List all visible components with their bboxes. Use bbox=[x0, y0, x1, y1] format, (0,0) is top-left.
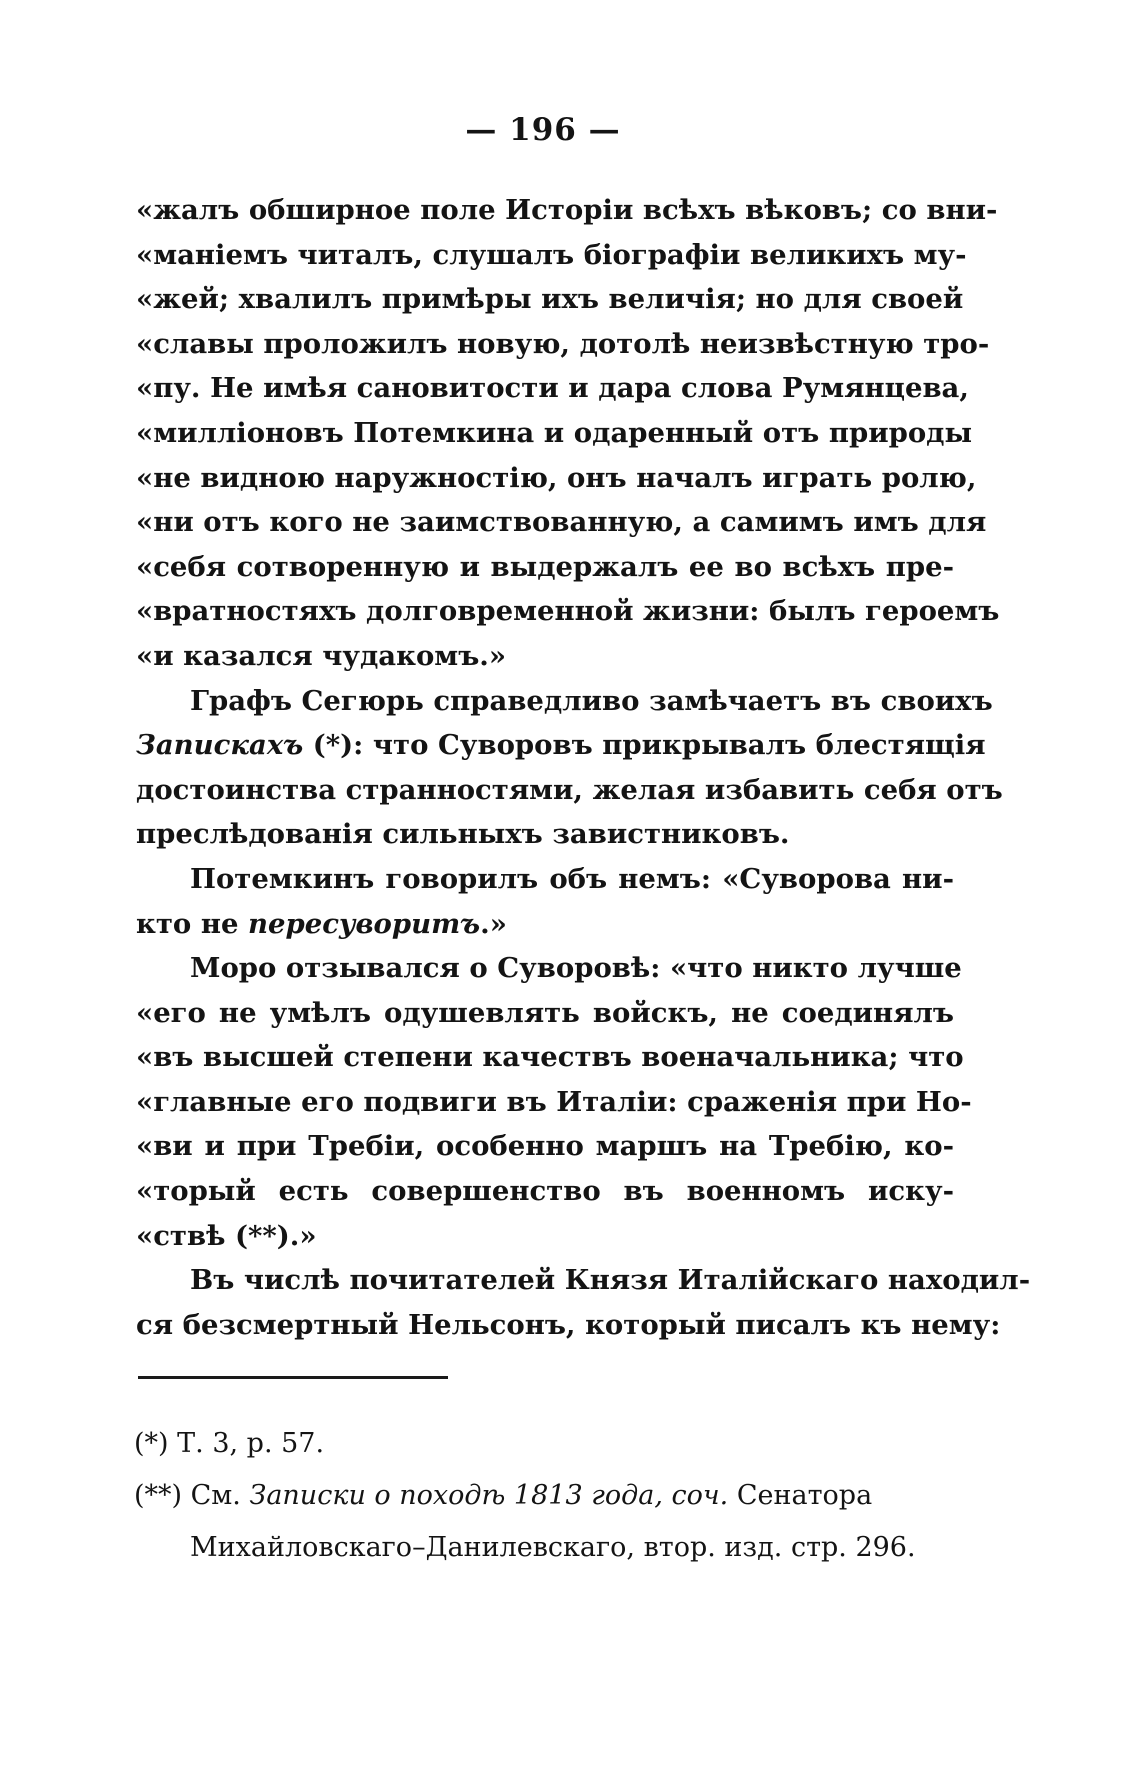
text-line: Моро отзывался о Суворовѣ: «что никто лучше bbox=[190, 952, 962, 985]
text-line: «и казался чудакомъ.» bbox=[136, 639, 507, 672]
text-fragment: кто не bbox=[136, 907, 239, 940]
italic-word: Запискахъ bbox=[136, 729, 304, 762]
text-line: ся безсмертный Нельсонъ, который писалъ къ нему: bbox=[136, 1308, 1001, 1341]
page-number: — 196 — bbox=[465, 112, 621, 148]
italic-word: пересуворитъ bbox=[248, 907, 481, 940]
text-line: Графъ Сегюрь справедливо замѣчаетъ въ своихъ bbox=[190, 684, 993, 717]
footnote-italic: года, соч. bbox=[591, 1480, 729, 1511]
text-line: Въ числѣ почитателей Князя Италiйскаго находил- bbox=[190, 1264, 1031, 1297]
footnote-fragment: Сенатора bbox=[736, 1480, 873, 1511]
footnote-divider bbox=[138, 1376, 448, 1379]
footnote-1: (*) Т. 3, р. 57. bbox=[134, 1428, 325, 1459]
text-line: «главные его подвиги въ Италiи: сраженiя при Но- bbox=[136, 1085, 972, 1118]
text-fragment: (*): что Суворовъ прикрывалъ блестящiя bbox=[312, 729, 986, 762]
footnote-year: 1813 bbox=[513, 1480, 583, 1511]
footnote-italic: Записки о походѣ bbox=[249, 1480, 506, 1511]
footnote-2 bbox=[134, 1470, 960, 1522]
text-line: преслѣдованiя сильныхъ завистниковъ. bbox=[136, 818, 790, 851]
text-line: «ни отъ кого не заимствованную, а самимъ имъ для bbox=[136, 506, 987, 539]
text-line: «вратностяхъ долговременной жизни: былъ героемъ bbox=[136, 595, 1000, 628]
text-line: «жей; хвалилъ примѣры ихъ величiя; но для своей bbox=[136, 283, 964, 316]
text-line: «пу. Не имѣя сановитости и дара слова Румянцева, bbox=[136, 372, 969, 405]
footnotes bbox=[134, 1418, 960, 1574]
text-line-mixed bbox=[136, 902, 954, 947]
footnote-fragment: (**) См. bbox=[134, 1480, 241, 1511]
text-line: «въ высшей степени качествъ военачальника; что bbox=[136, 1041, 964, 1074]
text-line: «себя сотворенную и выдержалъ ее во всѣхъ пре- bbox=[136, 550, 954, 583]
text-line: «ствѣ (**).» bbox=[136, 1219, 317, 1252]
text-line: Потемкинъ говорилъ объ немъ: «Суворова ни- bbox=[190, 862, 954, 895]
text-fragment: .» bbox=[480, 907, 507, 940]
text-line: «торый есть совершенство въ военномъ иску- bbox=[136, 1175, 954, 1208]
text-line: достоинства странностями, желая избавить себя отъ bbox=[136, 773, 1003, 806]
text-line-mixed bbox=[136, 723, 986, 768]
body-text bbox=[136, 188, 1031, 1347]
text-line: «его не умѣлъ одушевлять войскъ, не соединялъ bbox=[136, 996, 954, 1029]
text-line: «миллiоновъ Потемкина и одаренный отъ природы bbox=[136, 416, 973, 449]
text-line: «манiемъ читалъ, слушалъ бiографiи великихъ му- bbox=[136, 238, 967, 271]
footnote-2-continued: Михайловскаго–Данилевскаго, втор. изд. стр. 296. bbox=[190, 1532, 916, 1563]
text-line: «не видною наружностiю, онъ началъ играть ролю, bbox=[136, 461, 977, 494]
text-line: «ви и при Требiи, особенно маршъ на Требiю, ко- bbox=[136, 1130, 954, 1163]
text-line: «славы проложилъ новую, дотолѣ неизвѣстную тро- bbox=[136, 327, 990, 360]
text-line: «жалъ обширное поле Исторiи всѣхъ вѣковъ; со вни- bbox=[136, 194, 998, 226]
